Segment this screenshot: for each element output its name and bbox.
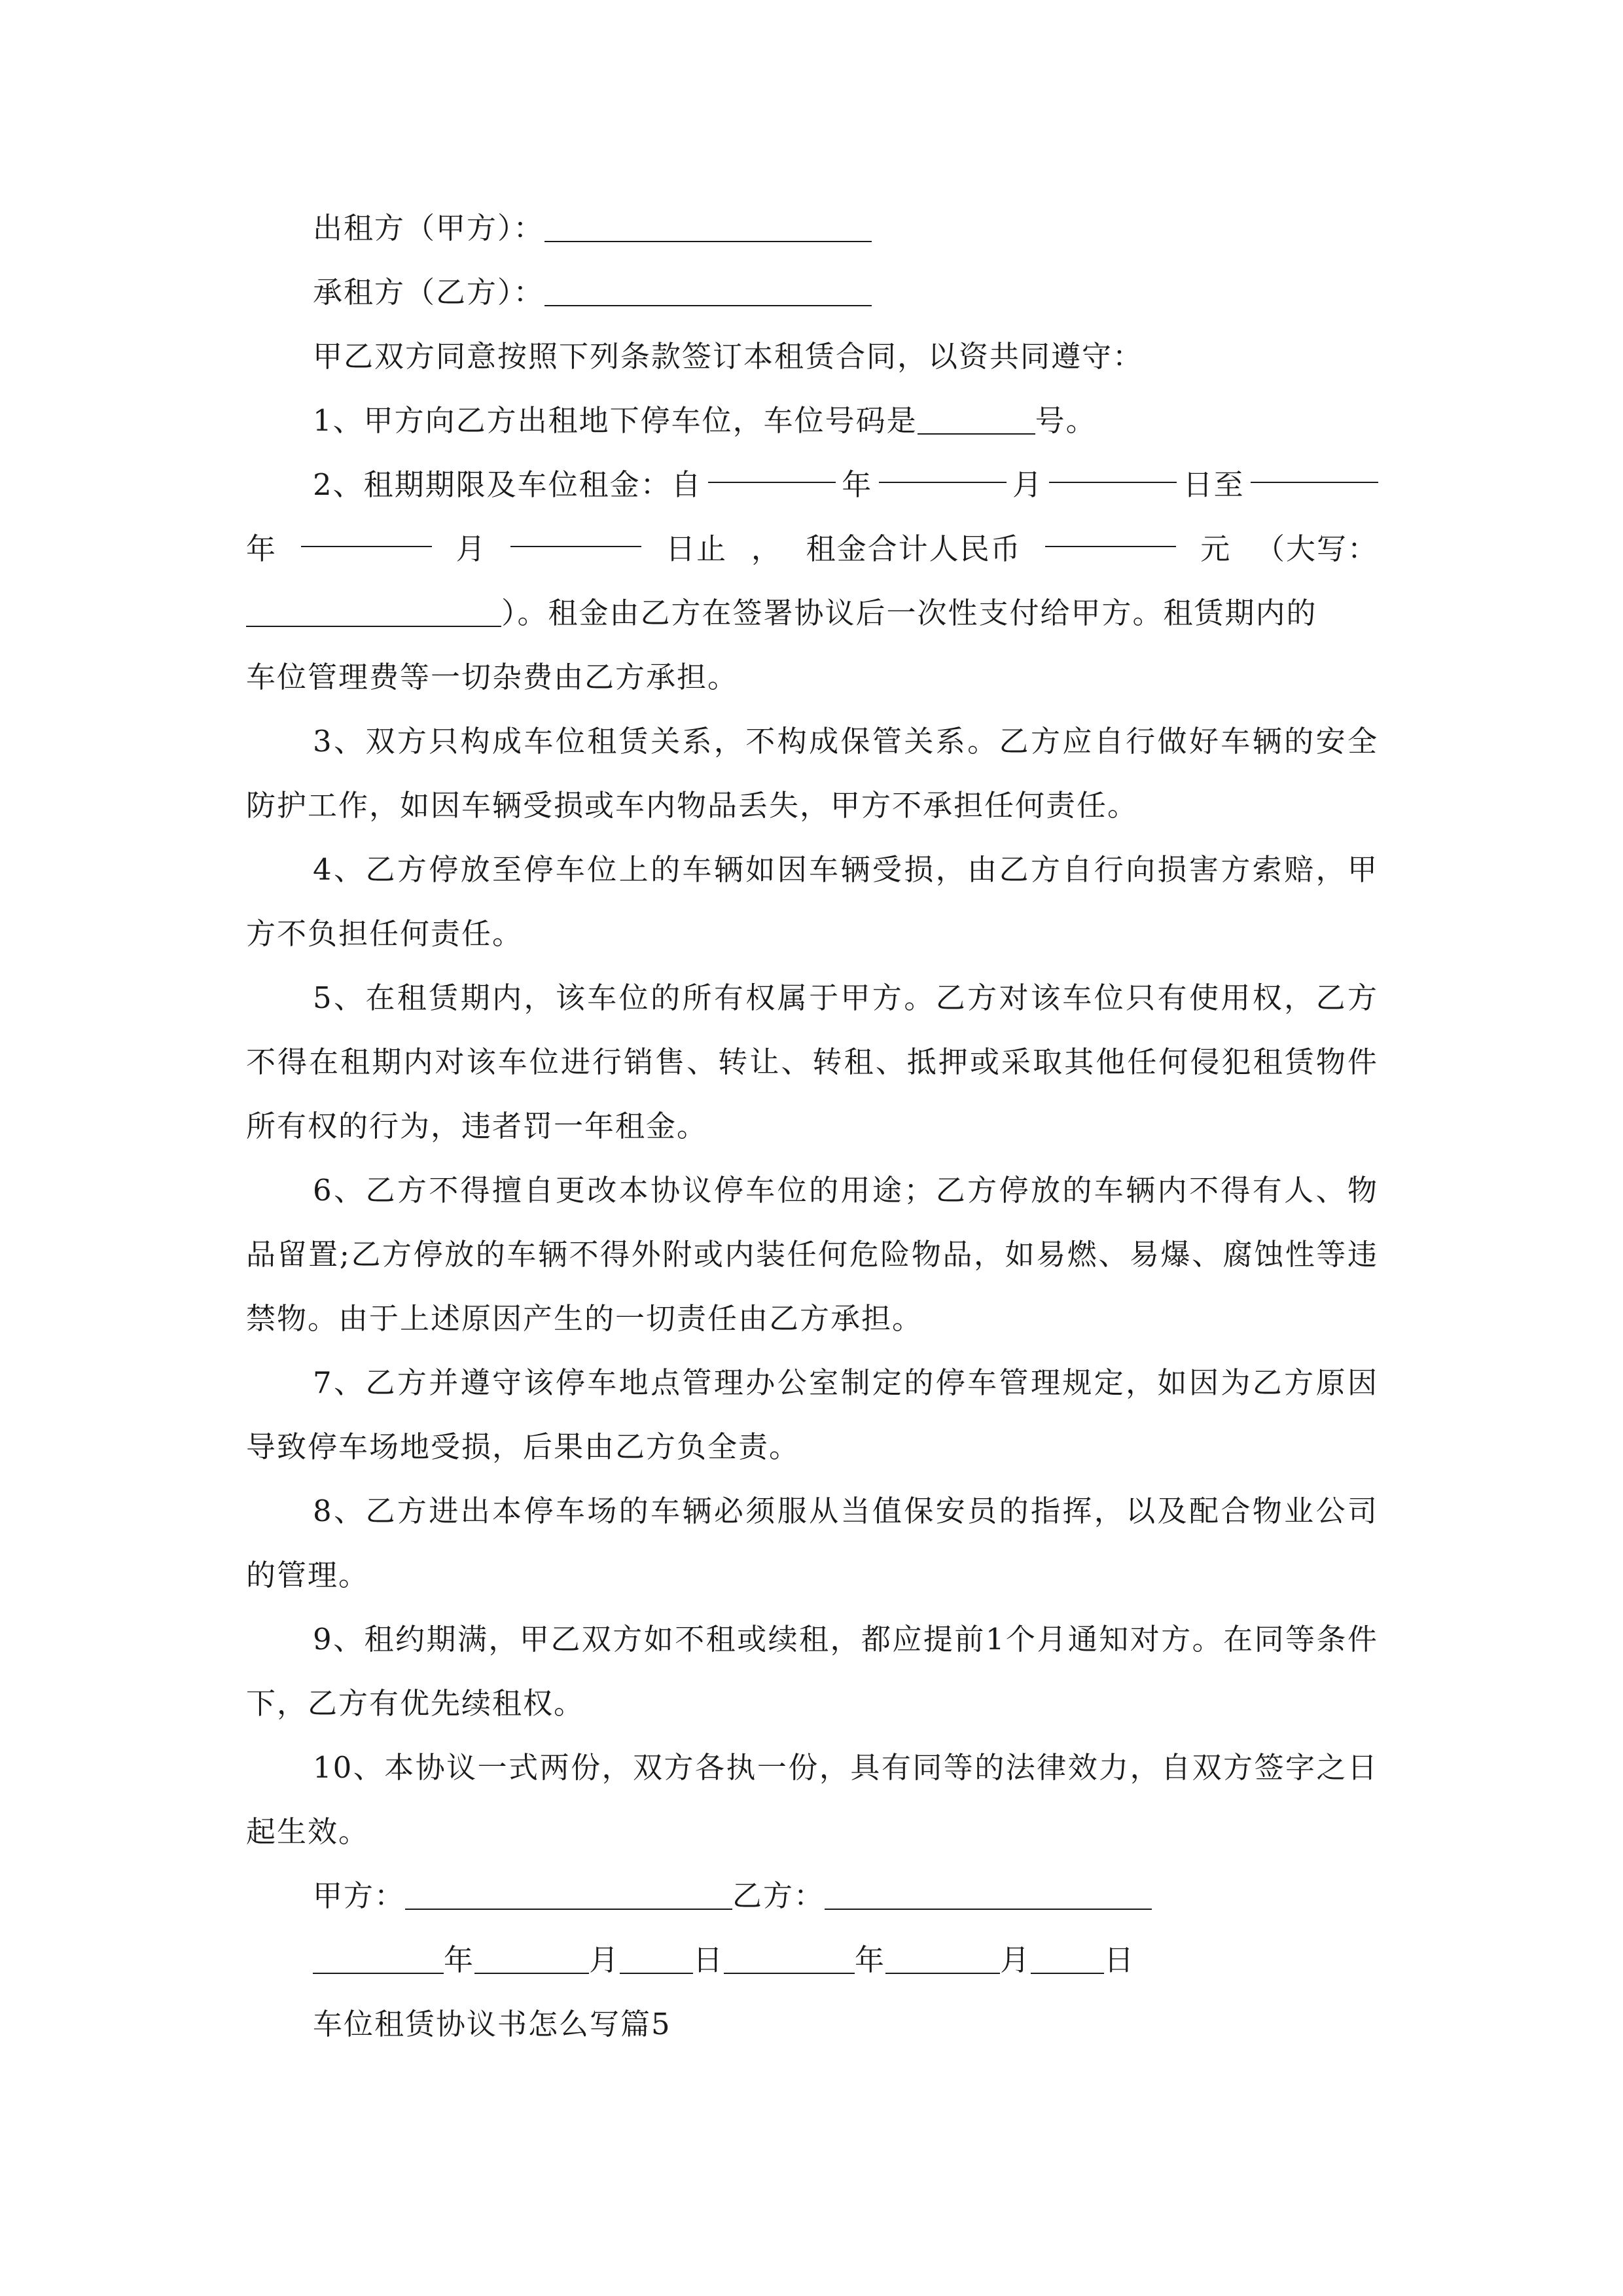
clause-2-lead: 2、租期期限及车位租金：自 (313, 467, 702, 502)
party-a-year-blank (313, 1944, 444, 1974)
comma: ， (751, 531, 782, 566)
party-b-label: 乙方： (732, 1878, 825, 1913)
lessee-blank (544, 276, 872, 306)
party-a-year-label: 年 (444, 1943, 475, 1977)
contract-page (246, 196, 1378, 2056)
end-month-label: 月 (455, 531, 487, 566)
rent-amount-blank (1045, 517, 1176, 547)
lessor-blank (544, 212, 872, 242)
party-b-day-label: 日 (1104, 1943, 1135, 1977)
lessor-line (246, 196, 1378, 260)
end-year-blank (1251, 453, 1378, 483)
clause-2 (246, 453, 1378, 709)
clause-3: 3、双方只构成车位租赁关系，不构成保管关系。乙方应自行做好车辆的安全防护工作，如因车辆受损或车内物品丢失，甲方不承担任何责任。 (246, 724, 1378, 823)
lessee-line (246, 260, 1378, 325)
party-a-day-blank (620, 1944, 693, 1974)
intro-text: 甲乙双方同意按照下列条款签订本租赁合同，以资共同遵守： (313, 339, 1144, 374)
party-b-month-blank (885, 1944, 1000, 1974)
signature-date-line (246, 1928, 1378, 1992)
clause-9: 9、租约期满，甲乙双方如不租或续租，都应提前1个月通知对方。在同等条件下，乙方有优先续租权。 (246, 1622, 1378, 1721)
party-b-day-blank (1031, 1944, 1104, 1974)
party-a-month-label: 月 (589, 1943, 620, 1977)
party-a-day-label: 日 (693, 1943, 724, 1977)
start-year-label: 年 (842, 467, 873, 502)
clause-1 (246, 389, 1378, 453)
yuan-label: 元 (1200, 531, 1232, 566)
clause-10: 10、本协议一式两份，双方各执一份，具有同等的法律效力，自双方签字之日起生效。 (246, 1750, 1378, 1849)
clause-4: 4、乙方停放至停车位上的车辆如因车辆受损，由乙方自行向损害方索赔，甲方不负担任何责任。 (246, 852, 1378, 951)
start-day-blank (1049, 453, 1177, 483)
clause-2-tail-1: ）。租金由乙方在签署协议后一次性支付给甲方。租赁期内的 (501, 596, 1317, 630)
rent-caps-blank (246, 597, 501, 627)
party-b-signature-blank (825, 1880, 1152, 1910)
clause-7: 7、乙方并遵守该停车地点管理办公室制定的停车管理规定，如因为乙方原因导致停车场地受损，后果由乙方负全责。 (246, 1365, 1378, 1464)
end-month-blank (301, 517, 432, 547)
signature-line (246, 1864, 1378, 1928)
caps-label: （大写： (1255, 531, 1378, 566)
party-b-month-label: 月 (1000, 1943, 1031, 1977)
party-a-signature-blank (405, 1880, 732, 1910)
start-month-label: 月 (1012, 467, 1043, 502)
clause-2-line-4: 车位管理费等一切杂费由乙方承担。 (246, 660, 739, 694)
lessor-label: 出租方（甲方）： (313, 211, 544, 245)
day-to-label: 日至 (1183, 467, 1245, 502)
party-a-month-blank (474, 1944, 589, 1974)
party-a-label: 甲方： (313, 1878, 406, 1913)
day-end-label: 日止 (666, 531, 728, 566)
start-month-blank (879, 453, 1007, 483)
clause-6: 6、乙方不得擅自更改本协议停车位的用途；乙方停放的车辆内不得有人、物品留置;乙方停放的车辆不得外附或内装任何危险物品，如易燃、易爆、腐蚀性等违禁物。由于上述原因产生的一切责任由乙方承担。 (246, 1173, 1378, 1336)
end-day-blank (510, 517, 641, 547)
clause-2-line-2 (246, 517, 1378, 581)
start-year-blank (708, 453, 836, 483)
clause-5: 5、在租赁期内，该车位的所有权属于甲方。乙方对该车位只有使用权，乙方不得在租期内对该车位进行销售、转让、转租、抵押或采取其他任何侵犯租赁物件所有权的行为，违者罚一年租金。 (246, 980, 1378, 1143)
party-b-year-blank (724, 1944, 855, 1974)
clause-8: 8、乙方进出本停车场的车辆必须服从当值保安员的指挥，以及配合物业公司的管理。 (246, 1494, 1378, 1592)
clause-1-suffix: 号。 (1035, 403, 1097, 438)
clause-2-line-1 (246, 453, 1378, 517)
end-year-label: 年 (246, 531, 277, 566)
space-number-blank (918, 404, 1035, 435)
party-b-year-label: 年 (855, 1943, 886, 1977)
clause-2-line-3 (246, 581, 1378, 645)
next-section-heading: 车位租赁协议书怎么写篇5 (313, 2007, 671, 2041)
rent-total-label: 租金合计人民币 (806, 531, 1022, 566)
lessee-label: 承租方（乙方）： (313, 275, 544, 310)
clause-1-text: 1、甲方向乙方出租地下停车位，车位号码是 (313, 403, 918, 438)
